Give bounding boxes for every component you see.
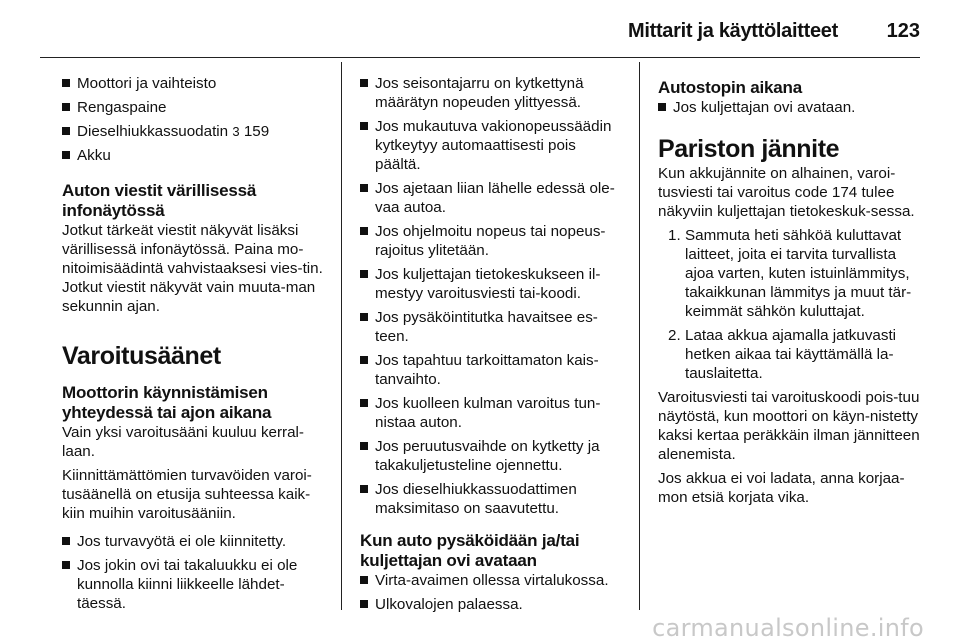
bullet-square-icon	[62, 127, 70, 135]
paragraph: Kiinnittämättömien turvavöiden varoi-tusäänellä on etusija suhteessa kaik-kiin muihin varoitusääniin.	[62, 467, 312, 522]
list-item: Akku	[62, 146, 324, 165]
bullet-square-icon	[62, 151, 70, 159]
list-item: Jos peruutusvaihde on kytketty ja takakuljetusteline ojennettu.	[360, 437, 622, 475]
section-title: Varoitusäänet	[62, 342, 221, 370]
column-divider-2	[639, 62, 640, 610]
list-item: Jos tapahtuu tarkoittamaton kais-tanvaihto.	[360, 351, 622, 389]
column-3	[658, 74, 920, 512]
section-heading: Moottorin käynnistämisen yhteydessä tai ajon aikana	[62, 383, 272, 422]
paragraph: Kun akkujännite on alhainen, varoi-tusviesti tai varoitus code 174 tulee näkyviin kuljettajan tietokeskuk-sessa.	[658, 165, 915, 220]
column-1	[62, 74, 324, 618]
bullet-square-icon	[360, 399, 368, 407]
section-heading: Autostopin aikana	[658, 78, 802, 97]
paragraph: Varoitusviesti tai varoituskoodi pois-tuu näytöstä, kun moottori on käyn-nistetty kaksi kertaa peräkkäin ilman jännitteen alenemista.	[658, 389, 920, 463]
list-item: Jos seisontajarru on kytkettynä määrätyn nopeuden ylittyessä.	[360, 74, 622, 112]
bullet-square-icon	[360, 442, 368, 450]
section-title: Pariston jännite	[658, 135, 840, 163]
list-item: Virta-avaimen ollessa virtalukossa.	[360, 571, 622, 590]
section-heading: Auton viestit värillisessä infonäytössä	[62, 181, 257, 220]
list-item: Jos mukautuva vakionopeussäädin kytkeytyy automaattisesti pois päältä.	[360, 117, 622, 174]
bullet-square-icon	[62, 537, 70, 545]
bullet-list	[62, 74, 324, 165]
list-item: Jos turvavyötä ei ole kiinnitetty.	[62, 532, 324, 551]
bullet-square-icon	[360, 79, 368, 87]
list-item: Jos dieselhiukkassuodattimen maksimitaso on saavutettu.	[360, 480, 622, 518]
list-item: Jos kuljettajan ovi avataan.	[658, 98, 920, 117]
bullet-square-icon	[360, 184, 368, 192]
section-heading: Kun auto pysäköidään ja/tai kuljettajan ovi avataan	[360, 531, 580, 570]
header-divider	[40, 57, 920, 58]
bullet-square-icon	[62, 561, 70, 569]
step-number: 2.	[668, 327, 681, 344]
page-title: Mittarit ja käyttölaitteet	[627, 20, 838, 42]
column-divider-1	[341, 62, 342, 610]
list-item: Moottori ja vaihteisto	[62, 74, 324, 93]
bullet-list	[658, 98, 920, 117]
bullet-list	[62, 532, 324, 613]
page-reference-link[interactable]: 159	[243, 123, 270, 140]
list-item: 2. Lataa akkua ajamalla jatkuvasti hetken aikaa tai käyttämällä la-tauslaitetta.	[668, 327, 897, 382]
bullet-square-icon	[658, 103, 666, 111]
page-header	[0, 0, 960, 62]
list-item: Dieselhiukkassuodatin 3 159	[62, 122, 324, 141]
list-item: Jos kuljettajan tietokeskukseen il-mestyy varoitusviesti tai-koodi.	[360, 265, 622, 303]
list-item: 1. Sammuta heti sähköä kuluttavat laitteet, joita ei tarvita turvallista ajoa varten, kuten istuinlämmitys, takaikkunan lämmitys ja muut tär-keimmät sähkön kuluttajat.	[668, 227, 912, 320]
list-item: Rengaspaine	[62, 98, 324, 117]
bullet-square-icon	[360, 576, 368, 584]
list-item: Jos pysäköintitutka havaitsee es-teen.	[360, 308, 622, 346]
list-item: Jos kuolleen kulman varoitus tun-nistaa auton.	[360, 394, 622, 432]
bullet-square-icon	[360, 313, 368, 321]
page-number: 123	[886, 20, 920, 42]
bullet-square-icon	[62, 79, 70, 87]
numbered-list	[658, 226, 920, 383]
watermark: carmanualsonline.info	[652, 614, 924, 642]
paragraph: Jotkut tärkeät viestit näkyvät lisäksi värillisessä infonäytössä. Paina mo-nitoimisäädintä vahvistaaksesi vies-tin. Jotkut viestit näkyvät vain muuta-man sekunnin ajan.	[62, 222, 323, 315]
list-item: Jos ajetaan liian lähelle edessä ole-vaa autoa.	[360, 179, 622, 217]
list-item: Jos ohjelmoitu nopeus tai nopeus-rajoitus ylitetään.	[360, 222, 622, 260]
bullet-square-icon	[62, 103, 70, 111]
bullet-list	[360, 74, 622, 518]
step-number: 1.	[668, 227, 681, 244]
bullet-square-icon	[360, 485, 368, 493]
page-footer	[0, 612, 960, 642]
paragraph: Vain yksi varoitusääni kuuluu kerral-laan.	[62, 424, 304, 460]
list-item: Jos jokin ovi tai takaluukku ei ole kunnolla kiinni liikkeelle lähdet-täessä.	[62, 556, 324, 613]
bullet-list	[360, 571, 622, 614]
bullet-square-icon	[360, 600, 368, 608]
bullet-square-icon	[360, 270, 368, 278]
bullet-square-icon	[360, 227, 368, 235]
paragraph: Jos akkua ei voi ladata, anna korjaa-mon etsiä korjata vika.	[658, 470, 905, 506]
page-reference-arrow-icon: 3	[232, 124, 240, 139]
bullet-square-icon	[360, 356, 368, 364]
list-item: Ulkovalojen palaessa.	[360, 595, 622, 614]
bullet-square-icon	[360, 122, 368, 130]
column-2	[360, 74, 622, 619]
